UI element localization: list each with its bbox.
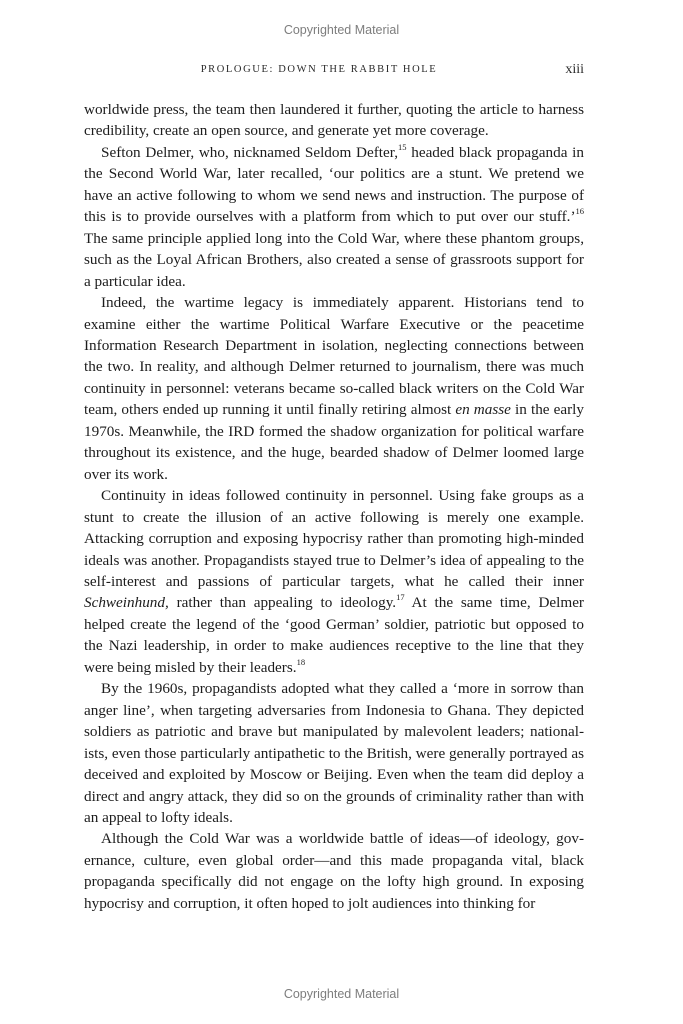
paragraph: [84, 142, 584, 292]
watermark-top: Copyrighted Material: [283, 23, 400, 37]
text-run: in the early 1970s. Meanwhile, the IRD formed the shadow organization for political warfare throughout its existence, and the huge, bearded shadow of Delmer loomed large over its work.: [84, 401, 584, 483]
running-head: [84, 64, 584, 80]
footnote-ref: 16: [575, 206, 584, 217]
paragraph: [84, 485, 584, 678]
text-run: worldwide press, the team then laundered it further, quoting the article to harness credibility, create an open source, and generate yet more coverage.: [84, 101, 584, 140]
italic-text: en masse: [455, 401, 511, 419]
body-text: [84, 99, 584, 914]
text-run: Indeed, the wartime legacy is immediately apparent. Historians tend to examine either the wartime Political Warfare Executive or the peacetime Information Research Department in isolation, neglecting connections between the two. In reality, and although Delmer returned to journalism, there was much continuity in personnel: veterans became so-called black writers on the Cold War team, others ended up running it until finally retiring almost: [84, 294, 584, 419]
italic-text: Schweinhund,: [84, 594, 169, 612]
footnote-ref: 18: [296, 656, 306, 667]
paragraph: [84, 99, 584, 142]
watermark-bottom: Copyrighted Material: [283, 987, 400, 1001]
running-head-title: PROLOGUE: DOWN THE RABBIT HOLE: [200, 64, 438, 75]
paragraph: [84, 292, 584, 485]
footnote-ref: 15: [398, 141, 407, 152]
paragraph: [84, 678, 584, 828]
text-run: Continuity in ideas followed continuity in personnel. Using fake groups as a stunt to create the illusion of an active following is merely one example. Attacking corruption and exposing hypocrisy rather than promoting high-​minded ideals was another. Propagandists stayed true to Delmer’s idea of appealing to the self-interest and passions of particular targets, what he called their inner: [84, 487, 584, 590]
text-run: headed black propaganda in the Second World War, later recalled, ‘our politics are a stunt. We pretend we have an active following to whom we send news and instruction. The purpose of this is to provide ourselves with a platform from which to put over our stuff.’: [84, 143, 584, 226]
text-run: At the same time, Delmer helped create the legend of the ‘good German’ soldier, patriotic but opposed to the Nazi leadership, in order to make audiences receptive to the line that they were being misled by their leaders.: [84, 594, 584, 676]
text-run: Sefton Delmer, who, nicknamed Seldom Defter,: [101, 143, 398, 161]
text-run: Although the Cold War was a worldwide battle of ideas—of ideology, governance, culture, even global order—and this made propaganda vital, black propaganda specifically did not engage on the lofty high ground. In exposing hypocrisy and corruption, it often hoped to jolt audiences into thinking for: [84, 830, 584, 912]
footnote-ref: 17: [396, 592, 405, 603]
paragraph: [84, 828, 584, 914]
text-run: The same principle applied long into the Cold War, where these phantom groups, such as the Loyal African Brothers, also created a sense of grassroots support for a particular idea.: [84, 229, 584, 290]
text-run: rather than appealing to ideology.: [168, 594, 397, 612]
text-run: By the 1960s, propagandists adopted what they called a ‘more in sorrow than anger line’, when targeting adversaries from Indonesia to Ghana. They depicted soldiers as patriotic and brave but manipulated by malevolent leaders; nationalists, even those particularly antipathetic to the British, were generally portrayed as deceived and exploited by Moscow or Beijing. Even when the team did deploy a direct and angry attack, they did so on the grounds of criminality rather than with an appeal to lofty ideals.: [84, 680, 584, 826]
page-number: xiii: [565, 62, 584, 77]
